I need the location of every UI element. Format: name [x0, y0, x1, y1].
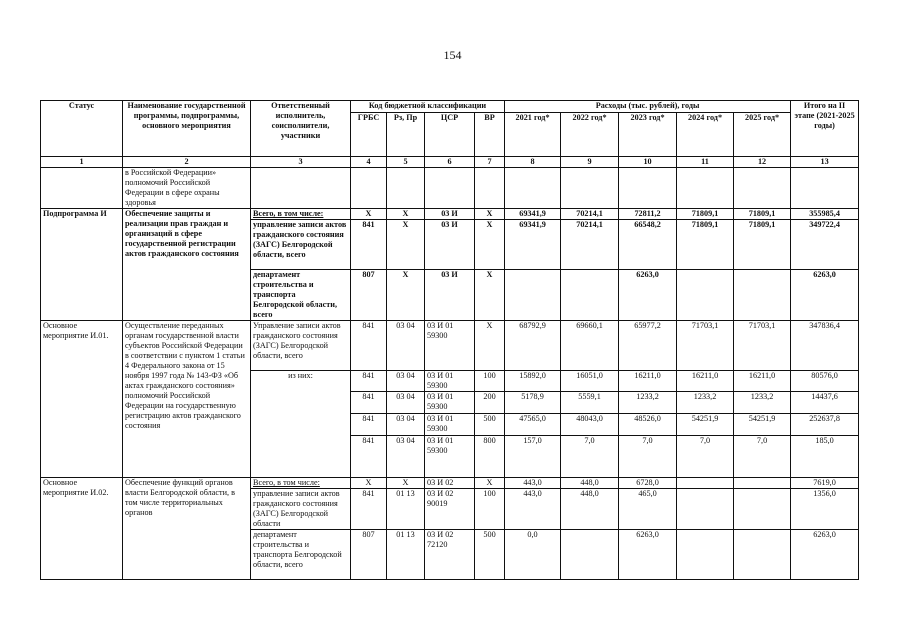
value-2023: 48526,0 — [619, 414, 677, 436]
value-2021: 0,0 — [505, 530, 561, 580]
value-2022: 48043,0 — [561, 414, 619, 436]
col-num: 12 — [734, 157, 791, 168]
main-i01-name: Осуществление переданных органам государственной власти субъектов Российской Федерации в соответствии с пунктом 1 статьи 4 Федерального закона от 15 ноября 1997 года № 143-ФЗ «Об актах гражданского состояния» полномочий Российской Федерации на государственную регистрацию актов гражданского состояния — [123, 321, 251, 478]
value-total: 1356,0 — [791, 489, 859, 530]
value-2024: 71809,1 — [677, 220, 734, 270]
value-2021: 15892,0 — [505, 371, 561, 392]
value-2022: 69660,1 — [561, 321, 619, 371]
col-num: 8 — [505, 157, 561, 168]
header-2024: 2024 год* — [677, 113, 734, 157]
value-2021 — [505, 270, 561, 321]
csr-cell: 03 И 01 59300 — [425, 436, 475, 478]
value-2022: 70214,1 — [561, 209, 619, 220]
value-2024: 7,0 — [677, 436, 734, 478]
cell-empty — [425, 168, 475, 209]
value-2023: 16211,0 — [619, 371, 677, 392]
value-total: 349722,4 — [791, 220, 859, 270]
rzpr-cell: 01 13 — [387, 489, 425, 530]
value-2025 — [734, 489, 791, 530]
header-status: Статус — [41, 101, 123, 157]
value-total: 14437,6 — [791, 392, 859, 414]
value-2025: 54251,9 — [734, 414, 791, 436]
col-num: 11 — [677, 157, 734, 168]
grbs-cell: 841 — [351, 371, 387, 392]
cell-empty — [505, 168, 561, 209]
vr-cell: 200 — [475, 392, 505, 414]
value-total: 6263,0 — [791, 530, 859, 580]
main-i02-name: Обеспечение функций органов власти Белгородской области, в том числе территориальных органов — [123, 478, 251, 580]
value-2024: 54251,9 — [677, 414, 734, 436]
value-2022: 70214,1 — [561, 220, 619, 270]
value-2022 — [561, 270, 619, 321]
page-number: 154 — [443, 48, 462, 62]
header-row — [41, 101, 859, 113]
value-2025: 1233,2 — [734, 392, 791, 414]
value-2025: 16211,0 — [734, 371, 791, 392]
value-2022: 448,0 — [561, 489, 619, 530]
value-2025: 71809,1 — [734, 209, 791, 220]
header-2023: 2023 год* — [619, 113, 677, 157]
value-2023: 72811,2 — [619, 209, 677, 220]
grbs-cell: 841 — [351, 392, 387, 414]
value-total: 7619,0 — [791, 478, 859, 489]
value-total: 6263,0 — [791, 270, 859, 321]
cell-empty — [251, 168, 351, 209]
cell-empty — [734, 168, 791, 209]
col-num: 13 — [791, 157, 859, 168]
value-2025 — [734, 530, 791, 580]
column-numbers-row — [41, 157, 859, 168]
main-i02-status: Основное мероприятие И.02. — [41, 478, 123, 580]
grbs-cell: 841 — [351, 414, 387, 436]
cell-empty — [561, 168, 619, 209]
vr-cell: X — [475, 478, 505, 489]
value-2025 — [734, 478, 791, 489]
header-code-group: Код бюджетной классификации — [351, 101, 505, 113]
value-2021: 443,0 — [505, 489, 561, 530]
value-2023: 6728,0 — [619, 478, 677, 489]
value-2021: 443,0 — [505, 478, 561, 489]
value-2023: 66548,2 — [619, 220, 677, 270]
sub-i-name: Обеспечение защиты и реализации прав граждан и организаций в сфере государственной регистрации актов гражданского состояния — [123, 209, 251, 321]
cell-empty — [351, 168, 387, 209]
exec-cell: управление записи актов гражданского состояния (ЗАГС) Белгородской области, всего — [251, 220, 351, 270]
header-vr: ВР — [475, 113, 505, 157]
cell-empty — [41, 168, 123, 209]
value-2025: 7,0 — [734, 436, 791, 478]
rzpr-cell: 03 04 — [387, 321, 425, 371]
csr-cell: 03 И — [425, 270, 475, 321]
table-row — [41, 168, 859, 209]
grbs-cell: 841 — [351, 321, 387, 371]
value-2023: 65977,2 — [619, 321, 677, 371]
grbs-cell: 807 — [351, 270, 387, 321]
value-total: 347836,4 — [791, 321, 859, 371]
value-2021: 69341,9 — [505, 209, 561, 220]
vr-cell: X — [475, 209, 505, 220]
exec-cell: департамент строительства и транспорта Белгородской области, всего — [251, 270, 351, 321]
budget-table — [40, 100, 859, 580]
col-num: 7 — [475, 157, 505, 168]
value-2021: 157,0 — [505, 436, 561, 478]
vr-cell: X — [475, 220, 505, 270]
csr-cell: 03 И 01 59300 — [425, 321, 475, 371]
table-row — [41, 478, 859, 489]
grbs-cell: 807 — [351, 530, 387, 580]
csr-cell: 03 И 01 59300 — [425, 392, 475, 414]
value-2021: 68792,9 — [505, 321, 561, 371]
cell-empty — [677, 168, 734, 209]
value-total: 355985,4 — [791, 209, 859, 220]
value-2024 — [677, 270, 734, 321]
grbs-cell: 841 — [351, 436, 387, 478]
value-2023: 1233,2 — [619, 392, 677, 414]
vr-cell: 800 — [475, 436, 505, 478]
rzpr-cell: X — [387, 270, 425, 321]
csr-cell: 03 И 01 59300 — [425, 371, 475, 392]
col-num: 2 — [123, 157, 251, 168]
value-2024 — [677, 478, 734, 489]
exec-cell: Всего, в том числе: — [251, 209, 351, 220]
vr-cell: X — [475, 270, 505, 321]
rzpr-cell: 03 04 — [387, 392, 425, 414]
cell-empty — [791, 168, 859, 209]
grbs-cell: 841 — [351, 489, 387, 530]
value-2022: 5559,1 — [561, 392, 619, 414]
value-2024 — [677, 530, 734, 580]
value-2021: 5178,9 — [505, 392, 561, 414]
value-2024: 71703,1 — [677, 321, 734, 371]
rzpr-cell: 03 04 — [387, 414, 425, 436]
value-2025 — [734, 270, 791, 321]
header-name: Наименование государственной программы, подпрограммы, основного мероприятия — [123, 101, 251, 157]
vr-cell: 500 — [475, 530, 505, 580]
header-total: Итого на II этапе (2021-2025 годы) — [791, 101, 859, 157]
value-2025: 71809,1 — [734, 220, 791, 270]
value-2023: 6263,0 — [619, 270, 677, 321]
col-num: 4 — [351, 157, 387, 168]
main-i01-status: Основное мероприятие И.01. — [41, 321, 123, 478]
col-num: 10 — [619, 157, 677, 168]
cell-empty — [475, 168, 505, 209]
exec-cell: из них: — [251, 371, 351, 478]
cell-empty — [619, 168, 677, 209]
col-num: 1 — [41, 157, 123, 168]
vr-cell: 500 — [475, 414, 505, 436]
grbs-cell: 841 — [351, 220, 387, 270]
value-total: 252637,8 — [791, 414, 859, 436]
value-2023: 7,0 — [619, 436, 677, 478]
value-2025: 71703,1 — [734, 321, 791, 371]
vr-cell: 100 — [475, 371, 505, 392]
header-2025: 2025 год* — [734, 113, 791, 157]
vr-cell: X — [475, 321, 505, 371]
header-2022: 2022 год* — [561, 113, 619, 157]
col-num: 6 — [425, 157, 475, 168]
header-grbs: ГРБС — [351, 113, 387, 157]
rzpr-cell: 01 13 — [387, 530, 425, 580]
csr-cell: 03 И 01 59300 — [425, 414, 475, 436]
value-2024 — [677, 489, 734, 530]
value-total: 185,0 — [791, 436, 859, 478]
col-num: 9 — [561, 157, 619, 168]
value-2023: 465,0 — [619, 489, 677, 530]
csr-cell: 03 И 02 — [425, 478, 475, 489]
value-2023: 6263,0 — [619, 530, 677, 580]
value-2024: 16211,0 — [677, 371, 734, 392]
value-2022 — [561, 530, 619, 580]
exec-cell: управление записи актов гражданского состояния (ЗАГС) Белгородской области — [251, 489, 351, 530]
grbs-cell: X — [351, 209, 387, 220]
csr-cell: 03 И — [425, 220, 475, 270]
value-2024: 1233,2 — [677, 392, 734, 414]
csr-cell: 03 И 02 72120 — [425, 530, 475, 580]
value-2022: 7,0 — [561, 436, 619, 478]
sub-i-status: Подпрограмма И — [41, 209, 123, 321]
value-2024: 71809,1 — [677, 209, 734, 220]
rzpr-cell: 03 04 — [387, 371, 425, 392]
header-rzpr: Рз, Пр — [387, 113, 425, 157]
cell-empty — [387, 168, 425, 209]
cont-name: в Российской Федерации» полномочий Российской Федерации в сфере охраны здоровья — [123, 168, 251, 209]
header-csr: ЦСР — [425, 113, 475, 157]
vr-cell: 100 — [475, 489, 505, 530]
value-2021: 47565,0 — [505, 414, 561, 436]
rzpr-cell: X — [387, 209, 425, 220]
col-num: 3 — [251, 157, 351, 168]
value-2022: 448,0 — [561, 478, 619, 489]
value-total: 80576,0 — [791, 371, 859, 392]
rzpr-cell: X — [387, 478, 425, 489]
col-num: 5 — [387, 157, 425, 168]
exec-cell: Управление записи актов гражданского состояния (ЗАГС) Белгородской области, всего — [251, 321, 351, 371]
rzpr-cell: X — [387, 220, 425, 270]
csr-cell: 03 И 02 90019 — [425, 489, 475, 530]
value-2022: 16051,0 — [561, 371, 619, 392]
exec-cell: департамент строительства и транспорта Белгородской области, всего — [251, 530, 351, 580]
header-executor: Ответственный исполнитель, соисполнители, участники — [251, 101, 351, 157]
table-row — [41, 321, 859, 371]
table-row — [41, 209, 859, 220]
grbs-cell: X — [351, 478, 387, 489]
value-2021: 69341,9 — [505, 220, 561, 270]
header-2021: 2021 год* — [505, 113, 561, 157]
csr-cell: 03 И — [425, 209, 475, 220]
exec-cell: Всего, в том числе: — [251, 478, 351, 489]
header-expenses-group: Расходы (тыс. рублей), годы — [505, 101, 791, 113]
rzpr-cell: 03 04 — [387, 436, 425, 478]
